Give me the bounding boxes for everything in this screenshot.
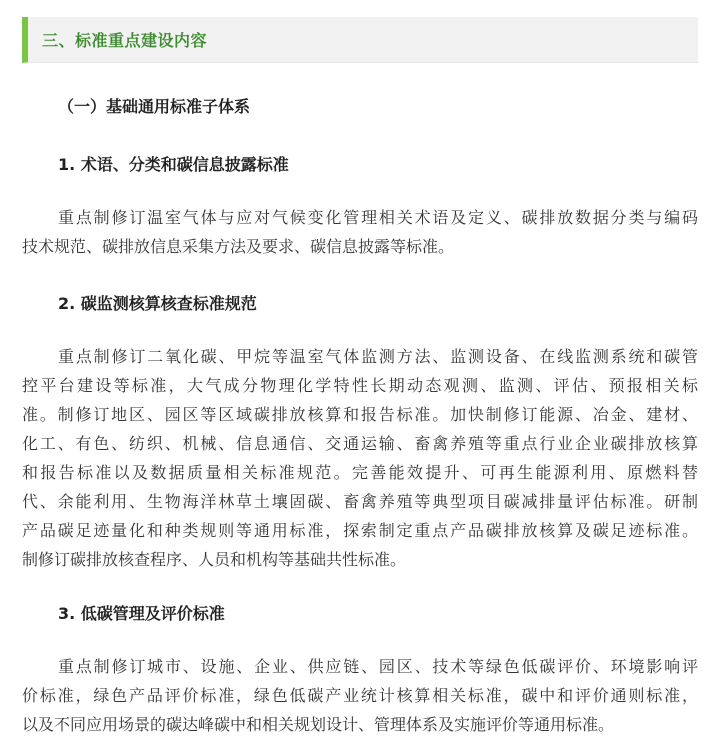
paragraph-line: 化工、有色、纺织、机械、信息通信、交通运输、畜禽养殖等重点行业企业碳排放核算 <box>22 434 698 453</box>
paragraph-line: 产品碳足迹量化和种类规则等通用标准，探索制定重点产品碳排放核算及碳足迹标准。 <box>22 521 698 540</box>
subsystem-title: （一）基础通用标准子体系 <box>58 97 251 116</box>
item-paragraph-low-carbon <box>22 652 698 739</box>
paragraph-line: 准。制修订地区、园区等区域碳排放核算和报告标准。加快制修订能源、冶金、建材、 <box>22 405 698 424</box>
item-paragraph-monitoring <box>22 342 698 574</box>
item-title-monitoring: 2. 碳监测核算核查标准规范 <box>58 294 257 313</box>
paragraph-line: 价标准，绿色产品评价标准，绿色低碳产业统计核算相关标准，碳中和评价通则标准， <box>22 686 698 705</box>
paragraph-line: 以及不同应用场景的碳达峰碳中和相关规划设计、管理体系及实施评价等通用标准。 <box>22 715 615 734</box>
paragraph-line: 制修订碳排放核查程序、人员和机构等基础共性标准。 <box>22 550 407 569</box>
item-title-terminology: 1. 术语、分类和碳信息披露标准 <box>58 155 289 174</box>
paragraph-line: 重点制修订温室气体与应对气候变化管理相关术语及定义、碳排放数据分类与编码 <box>58 208 698 227</box>
paragraph-line: 重点制修订城市、设施、企业、供应链、园区、技术等绿色低碳评价、环境影响评 <box>58 657 698 676</box>
item-paragraph-terminology <box>22 203 698 261</box>
paragraph-line: 重点制修订二氧化碳、甲烷等温室气体监测方法、监测设备、在线监测系统和碳管 <box>58 347 698 366</box>
paragraph-line: 和报告标准以及数据质量相关标准规范。完善能效提升、可再生能源利用、原燃料替 <box>22 463 698 482</box>
section-header <box>22 17 698 63</box>
section-title: 三、标准重点建设内容 <box>42 31 208 50</box>
paragraph-line: 技术规范、碳排放信息采集方法及要求、碳信息披露等标准。 <box>22 237 455 256</box>
paragraph-line: 代、余能利用、生物海洋林草土壤固碳、畜禽养殖等典型项目碳减排量评估标准。研制 <box>22 492 698 511</box>
item-title-low-carbon: 3. 低碳管理及评价标准 <box>58 604 225 623</box>
paragraph-line: 控平台建设等标准，大气成分物理化学特性长期动态观测、监测、评估、预报相关标 <box>22 376 698 395</box>
